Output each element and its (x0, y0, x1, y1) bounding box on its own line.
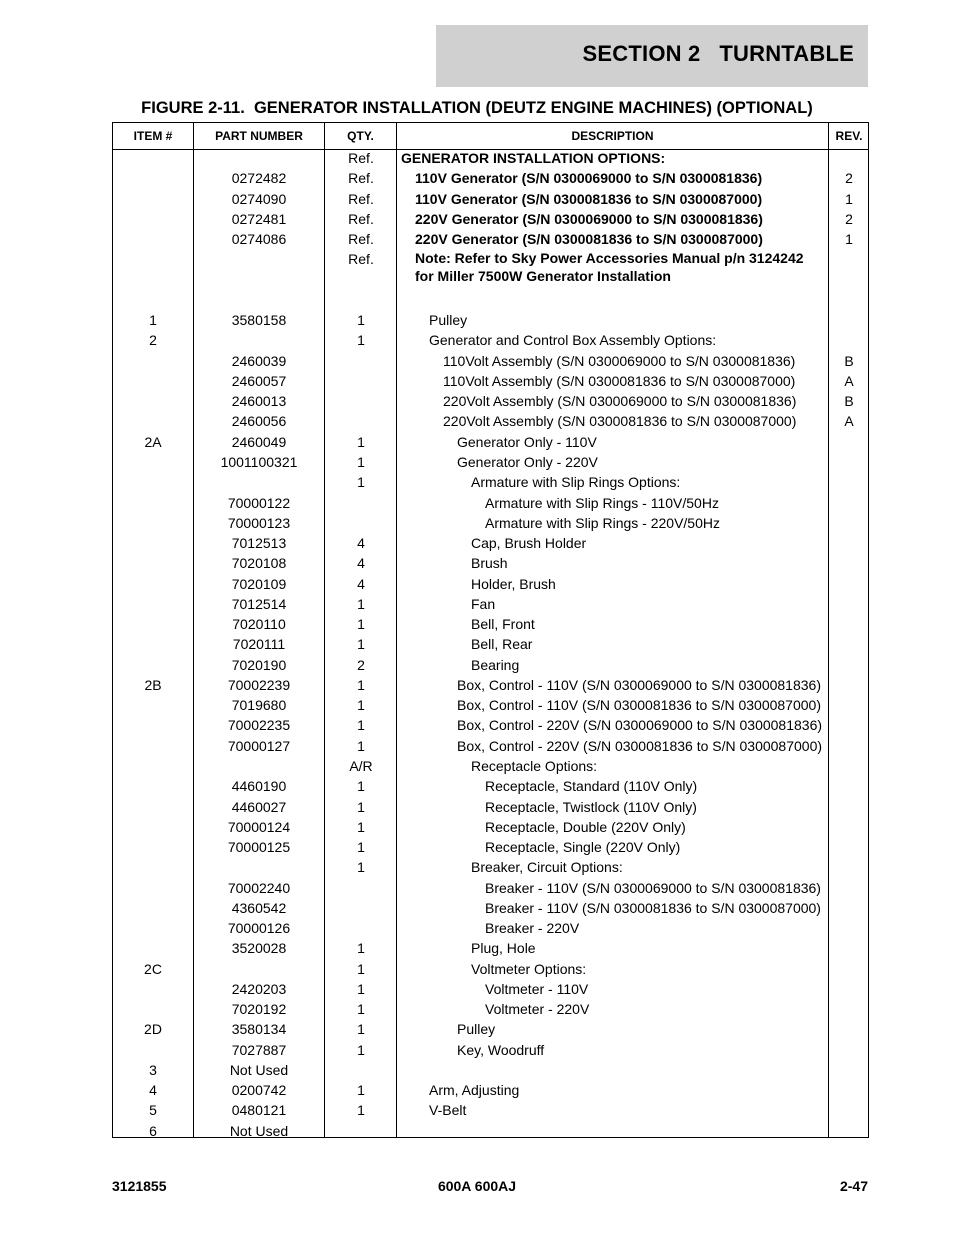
quantity: 1 (357, 1102, 365, 1119)
part-number: 70000122 (227, 494, 291, 511)
description: 220Volt Assembly (S/N 0300081836 to S/N 0300087000) (443, 413, 797, 430)
description: Receptacle, Standard (110V Only) (485, 778, 698, 795)
quantity: 1 (357, 616, 365, 633)
table-row (113, 229, 868, 249)
table-row (113, 371, 868, 391)
item-number: 2C (144, 960, 162, 977)
description: Generator Only - 220V (457, 453, 598, 470)
part-number: 2460057 (231, 372, 287, 389)
revision: 1 (845, 190, 853, 207)
quantity: 1 (357, 737, 365, 754)
part-number: 2460056 (231, 413, 287, 430)
table-row (113, 209, 868, 229)
quantity: 1 (357, 960, 365, 977)
description: 220Volt Assembly (S/N 0300069000 to S/N 0300081836) (443, 393, 797, 410)
quantity: 1 (357, 839, 365, 856)
part-number: 7020111 (232, 636, 286, 653)
part-number: 4460027 (231, 798, 287, 815)
item-number: 2B (144, 676, 162, 693)
table-row (113, 918, 868, 938)
description: Key, Woodruff (457, 1041, 545, 1058)
table-row (113, 1080, 868, 1100)
description: Breaker - 220V (485, 920, 580, 937)
table-row (113, 797, 868, 817)
description: 110Volt Assembly (S/N 0300069000 to S/N 0300081836) (443, 352, 796, 369)
description: Breaker - 110V (S/N 0300081836 to S/N 0300087000) (485, 899, 821, 916)
table-row (113, 878, 868, 898)
table-row (113, 1100, 868, 1120)
column-header-part-number: PART NUMBER (215, 129, 303, 143)
column-header-item: ITEM # (133, 129, 173, 143)
quantity: Ref. (348, 170, 374, 187)
description: Armature with Slip Rings - 220V/50Hz (485, 514, 720, 531)
table-row (113, 148, 868, 168)
table-row (113, 817, 868, 837)
description: Plug, Hole (471, 940, 536, 957)
description: Cap, Brush Holder (471, 535, 587, 552)
part-number: 7019680 (231, 697, 287, 714)
part-number: 0274090 (231, 190, 287, 207)
revision: A (844, 372, 854, 389)
table-row (113, 189, 868, 209)
table-row (113, 938, 868, 958)
table-row (113, 695, 868, 715)
description: Receptacle, Twistlock (110V Only) (485, 798, 697, 815)
description: 110Volt Assembly (S/N 0300081836 to S/N 0300087000) (443, 372, 796, 389)
part-number: 2420203 (231, 980, 287, 997)
table-row (113, 614, 868, 634)
column-header-qty: QTY. (347, 129, 374, 143)
quantity: 4 (357, 535, 365, 552)
description: Box, Control - 110V (S/N 0300081836 to S/N 0300087000) (457, 697, 821, 714)
revision: 2 (845, 210, 853, 227)
part-number: 2460049 (231, 433, 287, 450)
table-row (113, 310, 868, 330)
description: Box, Control - 220V (S/N 0300081836 to S/N 0300087000) (457, 737, 823, 754)
description: Bell, Rear (471, 636, 533, 653)
part-number: 7020108 (231, 555, 287, 572)
description: Arm, Adjusting (429, 1082, 520, 1099)
doc-number: 3121855 (112, 1178, 167, 1194)
quantity: A/R (349, 757, 373, 774)
item-number: 2D (144, 1021, 162, 1038)
column-header-description: DESCRIPTION (571, 129, 654, 143)
table-row (113, 837, 868, 857)
description: Receptacle, Double (220V Only) (485, 818, 686, 835)
part-number: 7027887 (231, 1041, 287, 1058)
part-number: Not Used (229, 1061, 289, 1078)
quantity: 1 (357, 798, 365, 815)
description: Voltmeter - 110V (485, 980, 589, 997)
quantity: Ref. (348, 251, 374, 268)
column-header-rev: REV. (835, 129, 863, 143)
description: 220V Generator (S/N 0300081836 to S/N 0300087000) (415, 231, 763, 248)
parts-table (112, 122, 869, 1138)
description: Breaker - 110V (S/N 0300069000 to S/N 0300081836) (485, 879, 821, 896)
quantity: 1 (357, 1082, 365, 1099)
part-number: 0200742 (231, 1082, 287, 1099)
quantity: Ref. (348, 150, 374, 166)
part-number: 3580134 (231, 1021, 287, 1038)
table-row (113, 776, 868, 796)
description: Holder, Brush (471, 575, 556, 592)
quantity: 1 (357, 676, 365, 693)
quantity: 1 (357, 980, 365, 997)
part-number: 7020192 (231, 1001, 287, 1018)
revision: A (844, 413, 854, 430)
description: Receptacle, Single (220V Only) (485, 839, 681, 856)
section-title: SECTION 2 TURNTABLE (582, 41, 854, 66)
table-row (113, 1060, 868, 1080)
table-row (113, 655, 868, 675)
quantity: 4 (357, 575, 365, 592)
table-row (113, 330, 868, 350)
revision: B (844, 393, 854, 410)
quantity: 1 (357, 940, 365, 957)
table-body (113, 148, 868, 1141)
table-row (113, 452, 868, 472)
part-number: 70000124 (227, 818, 291, 835)
table-row (113, 513, 868, 533)
description: Box, Control - 220V (S/N 0300069000 to S/N 0300081836) (457, 717, 823, 734)
description: Voltmeter - 220V (485, 1001, 590, 1018)
item-number: 2 (149, 332, 157, 349)
description: Voltmeter Options: (471, 960, 587, 977)
part-number: 4460190 (231, 778, 287, 795)
table-row (113, 979, 868, 999)
quantity: 4 (357, 555, 365, 572)
part-number: 3580158 (231, 312, 287, 329)
part-number: 70000123 (227, 514, 291, 531)
part-number: 0480121 (231, 1102, 287, 1119)
description: V-Belt (429, 1102, 467, 1119)
description: Bearing (471, 656, 520, 673)
description: Box, Control - 110V (S/N 0300069000 to S/N 0300081836) (457, 676, 821, 693)
quantity: Ref. (348, 190, 374, 207)
table-row (113, 249, 868, 310)
part-number: 7012513 (231, 535, 287, 552)
part-number: 70002239 (227, 676, 291, 693)
table-row (113, 168, 868, 188)
quantity: 1 (357, 818, 365, 835)
part-number: 0272482 (231, 170, 287, 187)
quantity: 2 (357, 656, 365, 673)
description: 110V Generator (S/N 0300069000 to S/N 0300081836) (415, 170, 763, 187)
page-number: 2-47 (839, 1178, 868, 1194)
quantity: 1 (357, 433, 365, 450)
quantity: 1 (357, 697, 365, 714)
quantity: 1 (357, 474, 365, 491)
part-number: 70000126 (227, 920, 291, 937)
description: 110V Generator (S/N 0300081836 to S/N 0300087000) (415, 190, 763, 207)
table-row (113, 594, 868, 614)
table-row (113, 351, 868, 371)
part-number: 7020109 (231, 575, 287, 592)
table-row (113, 553, 868, 573)
table-row (113, 959, 868, 979)
table-row (113, 472, 868, 492)
description: Armature with Slip Rings Options: (471, 474, 681, 491)
table-row (113, 675, 868, 695)
item-number: 6 (149, 1122, 157, 1139)
item-number: 2A (144, 433, 162, 450)
part-number: 2460039 (231, 352, 287, 369)
table-row (113, 1040, 868, 1060)
description: Pulley (429, 312, 468, 329)
figure-title: FIGURE 2-11. GENERATOR INSTALLATION (DEUTZ ENGINE MACHINES) (OPTIONAL) (141, 99, 813, 117)
item-number: 1 (149, 312, 157, 329)
table-row (113, 715, 868, 735)
item-number: 5 (149, 1102, 157, 1119)
item-number: 3 (149, 1061, 157, 1078)
description: GENERATOR INSTALLATION OPTIONS: (401, 150, 666, 166)
table-row (113, 391, 868, 411)
part-number: 4360542 (231, 899, 287, 916)
table-row (113, 857, 868, 877)
table-row (113, 493, 868, 513)
part-number: 2460013 (231, 393, 287, 410)
table-row (113, 1019, 868, 1039)
description: Generator Only - 110V (457, 433, 597, 450)
revision: 2 (845, 170, 853, 187)
table-row (113, 898, 868, 918)
model-number: 600A 600AJ (437, 1178, 517, 1194)
quantity: 1 (357, 1001, 365, 1018)
revision: 1 (845, 231, 853, 248)
item-number: 4 (149, 1082, 157, 1099)
section-banner (436, 25, 868, 87)
description: Breaker, Circuit Options: (471, 859, 623, 876)
revision: B (844, 352, 854, 369)
table-row (113, 1121, 868, 1141)
table-row (113, 533, 868, 553)
description: Brush (471, 555, 508, 572)
quantity: 1 (357, 1041, 365, 1058)
description: Receptacle Options: (471, 757, 598, 774)
table-row (113, 574, 868, 594)
part-number: 70000125 (227, 839, 291, 856)
table-row (113, 736, 868, 756)
quantity: 1 (357, 636, 365, 653)
description: Pulley (457, 1021, 496, 1038)
part-number: 7020190 (231, 656, 287, 673)
quantity: 1 (357, 717, 365, 734)
part-number: 70002240 (227, 879, 291, 896)
quantity: 1 (357, 312, 365, 329)
table-row (113, 634, 868, 654)
table-row (113, 411, 868, 431)
part-number: Not Used (229, 1122, 289, 1139)
quantity: 1 (357, 859, 365, 876)
part-number: 1001100321 (220, 453, 298, 470)
description: Note: Refer to Sky Power Accessories Manual p/n 3124242 for Miller 7500W Generator Installation (415, 250, 804, 284)
table-row (113, 999, 868, 1019)
table-row (113, 432, 868, 452)
quantity: Ref. (348, 231, 374, 248)
quantity: Ref. (348, 210, 374, 227)
part-number: 70000127 (227, 737, 291, 754)
description: Armature with Slip Rings - 110V/50Hz (485, 494, 719, 511)
description: Generator and Control Box Assembly Options: (429, 332, 717, 349)
part-number: 0272481 (231, 210, 287, 227)
part-number: 7020110 (232, 616, 286, 633)
table-row (113, 756, 868, 776)
description: 220V Generator (S/N 0300069000 to S/N 0300081836) (415, 210, 763, 227)
quantity: 1 (357, 1021, 365, 1038)
part-number: 7012514 (231, 595, 287, 612)
part-number: 70002235 (227, 717, 291, 734)
part-number: 3520028 (231, 940, 287, 957)
description: Bell, Front (471, 616, 535, 633)
quantity: 1 (357, 778, 365, 795)
description: Fan (471, 595, 496, 612)
quantity: 1 (357, 453, 365, 470)
part-number: 0274086 (231, 231, 287, 248)
quantity: 1 (357, 332, 365, 349)
quantity: 1 (357, 595, 365, 612)
